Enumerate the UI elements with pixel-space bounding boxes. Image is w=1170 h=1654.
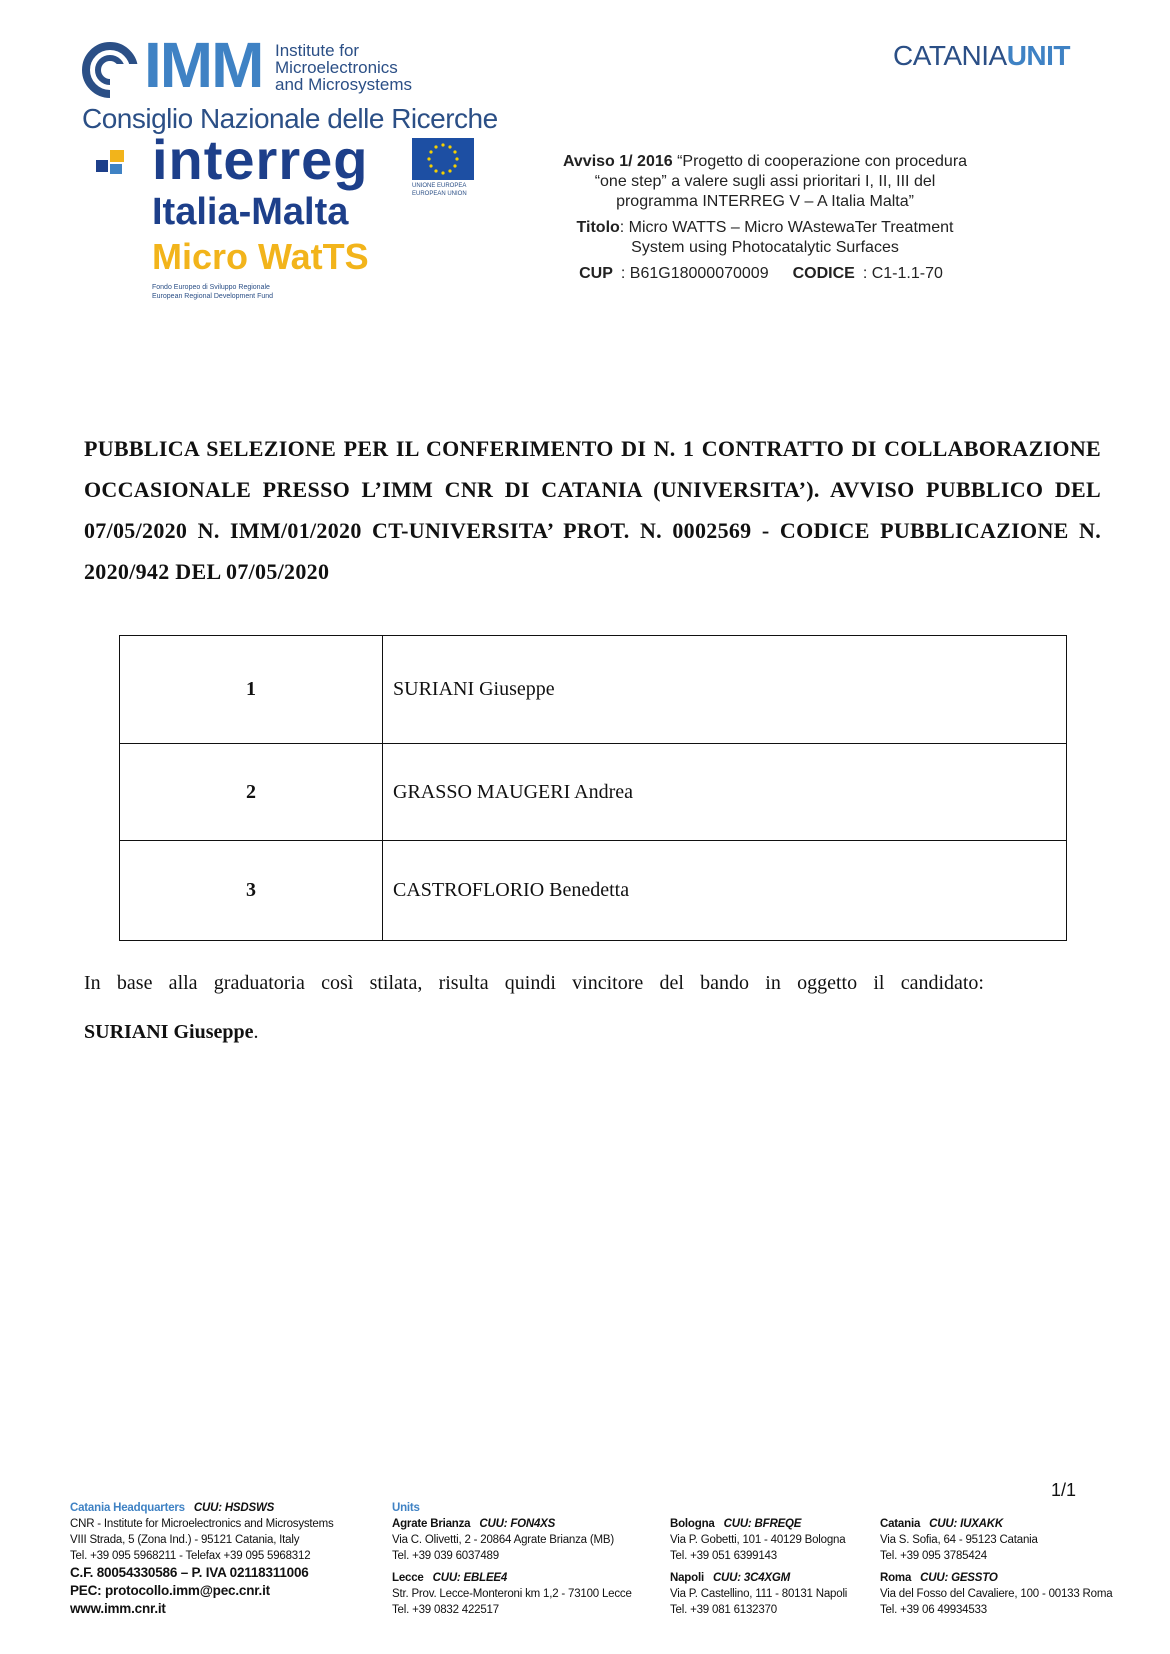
unit-tel: Tel. +39 081 6132370 xyxy=(670,1604,777,1616)
rank-position: 2 xyxy=(120,744,383,841)
codice-label: CODICE xyxy=(792,265,855,282)
fund-caption xyxy=(152,283,273,301)
unit-address: Via C. Olivetti, 2 - 20864 Agrate Brianza (MB) xyxy=(392,1534,614,1546)
unit-cuu: CUU: IUXAKK xyxy=(929,1518,1003,1530)
titolo-text: : Micro WATTS – Micro WAstewaTer Treatment xyxy=(619,219,954,236)
unit-label-prefix: CATANIA xyxy=(893,40,1007,71)
avviso-line: “one step” a valere sugli assi prioritari I, II, III del xyxy=(594,173,936,190)
unit-cuu: CUU: GESSTO xyxy=(920,1572,998,1584)
imm-subtitle xyxy=(275,42,412,93)
footer-hq-line: VIII Strada, 5 (Zona Ind.) - 95121 Catania, Italy xyxy=(70,1534,300,1546)
interreg-mark-icon xyxy=(94,146,134,186)
unit-tel: Tel. +39 0832 422517 xyxy=(392,1604,499,1616)
unit-cuu: CUU: BFREQE xyxy=(723,1518,802,1530)
footer-tax-codes: C.F. 80054330586 – P. IVA 02118311006 xyxy=(70,1565,309,1580)
fund-caption-line: Fondo Europeo di Sviluppo Regionale xyxy=(152,284,270,291)
eu-flag-icon xyxy=(412,138,474,180)
eu-caption xyxy=(412,182,492,198)
unit-city: Roma xyxy=(880,1572,912,1584)
cup-codice-line xyxy=(530,264,1000,284)
footer-hq-heading: Catania Headquarters xyxy=(70,1502,185,1514)
avviso-label: Avviso 1/ 2016 xyxy=(562,153,673,170)
unit-city: Bologna xyxy=(670,1518,715,1530)
avviso-line xyxy=(530,152,1000,172)
footer-website[interactable]: www.imm.cnr.it xyxy=(70,1601,166,1616)
eu-caption-line: UNIONE EUROPEA xyxy=(412,183,467,189)
table-row xyxy=(120,841,1067,941)
titolo-label: Titolo xyxy=(576,219,620,236)
winner-suffix: . xyxy=(253,1021,259,1043)
conclusion-text: In base alla graduatoria così stilata, risulta quindi vincitore del bando in oggetto il candidato: xyxy=(84,972,984,994)
unit-address: Via P. Gobetti, 101 - 40129 Bologna xyxy=(670,1534,846,1546)
rank-position: 1 xyxy=(120,636,383,744)
cup-value: : B61G18000070009 xyxy=(620,265,769,282)
unit-address: Via del Fosso del Cavaliere, 100 - 00133 Roma xyxy=(880,1588,1113,1600)
unit-city: Napoli xyxy=(670,1572,704,1584)
candidate-name: GRASSO MAUGERI Andrea xyxy=(383,744,1067,841)
candidate-name: SURIANI Giuseppe xyxy=(383,636,1067,744)
footer-hq-line: Tel. +39 095 5968211 - Telefax +39 095 5968312 xyxy=(70,1550,311,1562)
footer-pec: PEC: protocollo.imm@pec.cnr.it xyxy=(70,1583,270,1598)
footer-headquarters xyxy=(70,1500,334,1618)
footer-units-col-1 xyxy=(392,1500,632,1618)
table-row xyxy=(120,744,1067,841)
unit-label-suffix: UNIT xyxy=(1006,40,1071,71)
project-info xyxy=(530,152,1000,284)
codice-value: : C1-1.1-70 xyxy=(862,265,943,282)
unit-tel: Tel. +39 095 3785424 xyxy=(880,1550,987,1562)
imm-logo-text: IMM xyxy=(144,29,263,101)
document-title: PUBBLICA SELEZIONE PER IL CONFERIMENTO DI N. 1 CONTRATTO DI COLLABORAZIONE OCCASIONALE PRESSO L’IMM CNR DI CATANIA (UNIVERSITA’). AVVISO PUBBLICO DEL 07/05/2020 N. IMM/01/2020 CT-UNIVERSITA’ PROT. N. 0002569 - CODICE PUBBLICAZIONE N. 2020/942 DEL 07/05/2020 xyxy=(84,436,1101,584)
unit-tel: Tel. +39 039 6037489 xyxy=(392,1550,499,1562)
cnr-logo-icon xyxy=(82,42,138,98)
unit-cuu: CUU: EBLEE4 xyxy=(432,1572,508,1584)
interreg-word: interreg xyxy=(152,128,369,191)
unit-cuu: CUU: 3C4XGM xyxy=(712,1572,790,1584)
page-number: 1/1 xyxy=(1051,1480,1077,1500)
interreg-logo xyxy=(94,128,494,198)
catania-unit-label xyxy=(893,40,1070,72)
unit-cuu: CUU: FON4XS xyxy=(479,1518,556,1530)
footer-hq-line: CNR - Institute for Microelectronics and Microsystems xyxy=(70,1518,334,1530)
footer-units-heading: Units xyxy=(392,1502,420,1514)
unit-city: Catania xyxy=(880,1518,921,1530)
ranking-table xyxy=(119,635,1067,941)
imm-subtitle-line: Institute for xyxy=(275,41,360,60)
titolo-line: System using Photocatalytic Surfaces xyxy=(631,239,899,256)
fund-caption-line: European Regional Development Fund xyxy=(152,293,274,300)
unit-tel: Tel. +39 06 49934533 xyxy=(880,1604,987,1616)
unit-tel: Tel. +39 051 6399143 xyxy=(670,1550,777,1562)
footer-hq-cuu: CUU: HSDSWS xyxy=(193,1502,275,1514)
unit-address: Via P. Castellino, 111 - 80131 Napoli xyxy=(670,1588,848,1600)
winner xyxy=(84,1021,258,1044)
unit-address: Via S. Sofia, 64 - 95123 Catania xyxy=(880,1534,1038,1546)
winner-name: SURIANI Giuseppe xyxy=(84,1021,254,1043)
table-row xyxy=(120,636,1067,744)
cup-label: CUP xyxy=(579,265,613,282)
footer-units-col-3 xyxy=(880,1516,1112,1618)
imm-subtitle-line: and Microsystems xyxy=(275,75,412,94)
titolo-line xyxy=(530,218,1000,238)
avviso-line: programma INTERREG V – A Italia Malta” xyxy=(616,193,914,210)
imm-logo xyxy=(82,29,462,101)
footer-units-col-2 xyxy=(670,1516,847,1618)
avviso-text: “Progetto di cooperazione con procedura xyxy=(677,153,968,170)
rank-position: 3 xyxy=(120,841,383,941)
unit-city: Agrate Brianza xyxy=(392,1518,471,1530)
unit-address: Str. Prov. Lecce-Monteroni km 1,2 - 73100 Lecce xyxy=(392,1588,632,1600)
candidate-name: CASTROFLORIO Benedetta xyxy=(383,841,1067,941)
project-name: Micro WatTS xyxy=(152,236,369,277)
program-name: Italia-Malta xyxy=(152,191,349,233)
imm-subtitle-line: Microelectronics xyxy=(275,58,398,77)
header-logos xyxy=(82,29,512,308)
unit-city: Lecce xyxy=(392,1572,424,1584)
eu-caption-line: EUROPEAN UNION xyxy=(412,191,467,197)
cnr-name: Consiglio Nazionale delle Ricerche xyxy=(82,103,498,134)
